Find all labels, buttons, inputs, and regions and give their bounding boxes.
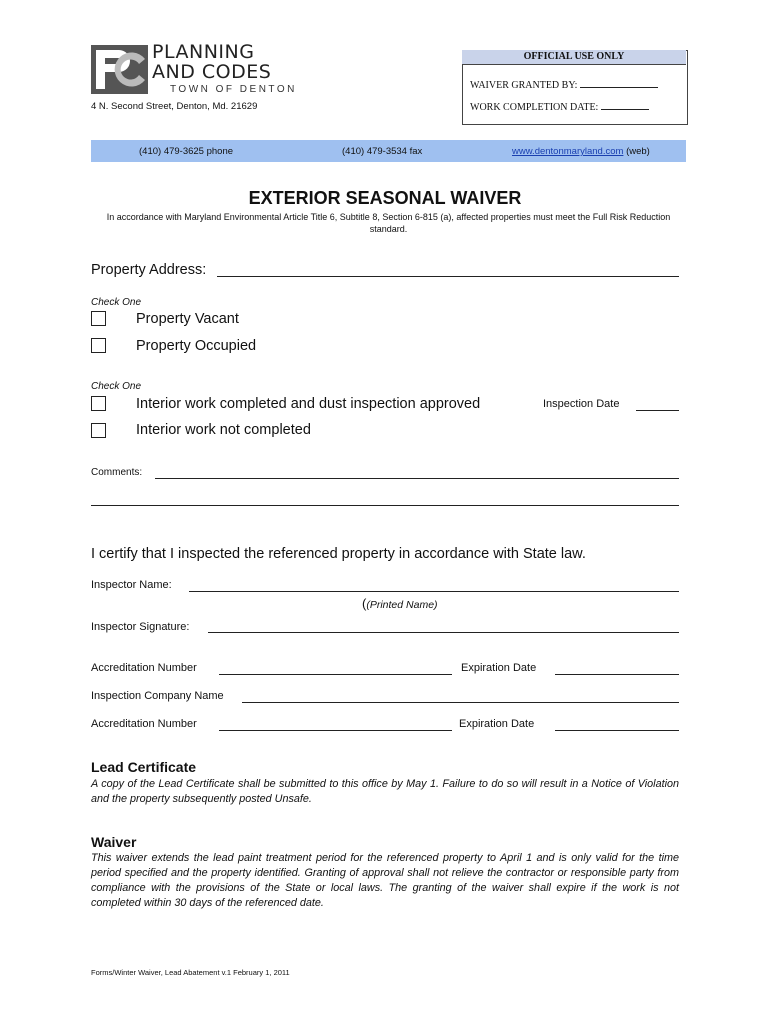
form-subtitle: In accordance with Maryland Environmental Article Title 6, Subtitle 8, Section 6-815 (a), affected properties must meet the Full Risk Reduction standard. (106, 212, 671, 234)
waiver-heading: Waiver (91, 834, 137, 850)
fax-text: (410) 479-3534 fax (342, 146, 423, 157)
inspector-signature-label: Inspector Signature: (91, 621, 190, 633)
phone-text: (410) 479-3625 phone (139, 146, 234, 157)
property-occupied-checkbox[interactable] (91, 338, 106, 353)
comments-field-line2[interactable] (91, 505, 679, 506)
inspection-date-label: Inspection Date (543, 398, 620, 410)
property-vacant-label: Property Vacant (136, 311, 239, 327)
contact-bar (91, 140, 686, 162)
expiration-date-label-2: Expiration Date (459, 718, 535, 730)
work-completion-field[interactable] (601, 109, 649, 110)
inspector-name-label: Inspector Name: (91, 579, 172, 591)
org-address: 4 N. Second Street, Denton, Md. 21629 (91, 101, 258, 112)
inspection-date-field[interactable] (636, 410, 679, 411)
inspection-company-field[interactable] (242, 702, 679, 703)
org-subtitle: TOWN OF DENTON (170, 84, 297, 95)
org-name-line2: AND CODES (152, 61, 272, 83)
expiration-date-label-1: Expiration Date (461, 662, 537, 674)
expiration-date-field-1[interactable] (555, 674, 679, 675)
waiver-text: This waiver extends the lead paint treatment period for the referenced property to April 1 and is only valid for the time period specified and the property identified. Granting of approval shall not relieve the contractor or responsible party from compliance with the provisions of the State or local laws. The granting of the waiver shall expire if the work is not completed within 30 days of the referenced date. (91, 852, 679, 909)
accreditation-number-label-2: Accreditation Number (91, 718, 197, 730)
org-name (152, 42, 271, 82)
pc-logo-icon (91, 45, 148, 94)
check-one-label-1: Check One (91, 297, 142, 308)
comments-label: Comments: (91, 467, 143, 478)
waiver-granted-label: WAIVER GRANTED BY: (470, 80, 578, 91)
website-row (512, 146, 650, 157)
accreditation-number-label-1: Accreditation Number (91, 662, 197, 674)
work-completion-row (470, 102, 649, 113)
waiver-granted-row (470, 80, 658, 91)
lead-certificate-heading: Lead Certificate (91, 759, 197, 775)
printed-name-note: ((Printed Name) (362, 596, 438, 611)
expiration-date-field-2[interactable] (555, 730, 679, 731)
property-address-label: Property Address: (91, 262, 207, 278)
accreditation-number-field-1[interactable] (219, 674, 452, 675)
waiver-granted-field[interactable] (580, 87, 658, 88)
property-occupied-label: Property Occupied (136, 338, 257, 354)
org-name-line1: PLANNING (152, 41, 255, 63)
inspection-company-label: Inspection Company Name (91, 690, 224, 702)
official-use-title: OFFICIAL USE ONLY (462, 50, 686, 65)
comments-field-line1[interactable] (155, 478, 679, 479)
check-one-label-2: Check One (91, 381, 142, 392)
lead-certificate-text: A copy of the Lead Certificate shall be submitted to this office by May 1. Failure to do so will result in a Notice of Violation and the property subsequently posted Unsafe. (91, 778, 679, 805)
inspector-name-field[interactable] (189, 591, 679, 592)
work-completion-label: WORK COMPLETION DATE: (470, 102, 599, 113)
work-not-completed-checkbox[interactable] (91, 423, 106, 438)
website-link[interactable]: www.dentonmaryland.com (512, 146, 624, 157)
accreditation-number-field-2[interactable] (219, 730, 452, 731)
property-address-field[interactable] (217, 276, 679, 277)
work-completed-label: Interior work completed and dust inspection approved (136, 396, 481, 412)
website-suffix: (web) (626, 146, 650, 157)
property-vacant-checkbox[interactable] (91, 311, 106, 326)
work-completed-checkbox[interactable] (91, 396, 106, 411)
form-footer: Forms/Winter Waiver, Lead Abatement v.1 February 1, 2011 (91, 968, 290, 977)
work-not-completed-label: Interior work not completed (136, 422, 311, 438)
form-title: EXTERIOR SEASONAL WAIVER (248, 188, 522, 208)
certify-statement: I certify that I inspected the referenced property in accordance with State law. (91, 546, 586, 562)
inspector-signature-field[interactable] (208, 632, 679, 633)
